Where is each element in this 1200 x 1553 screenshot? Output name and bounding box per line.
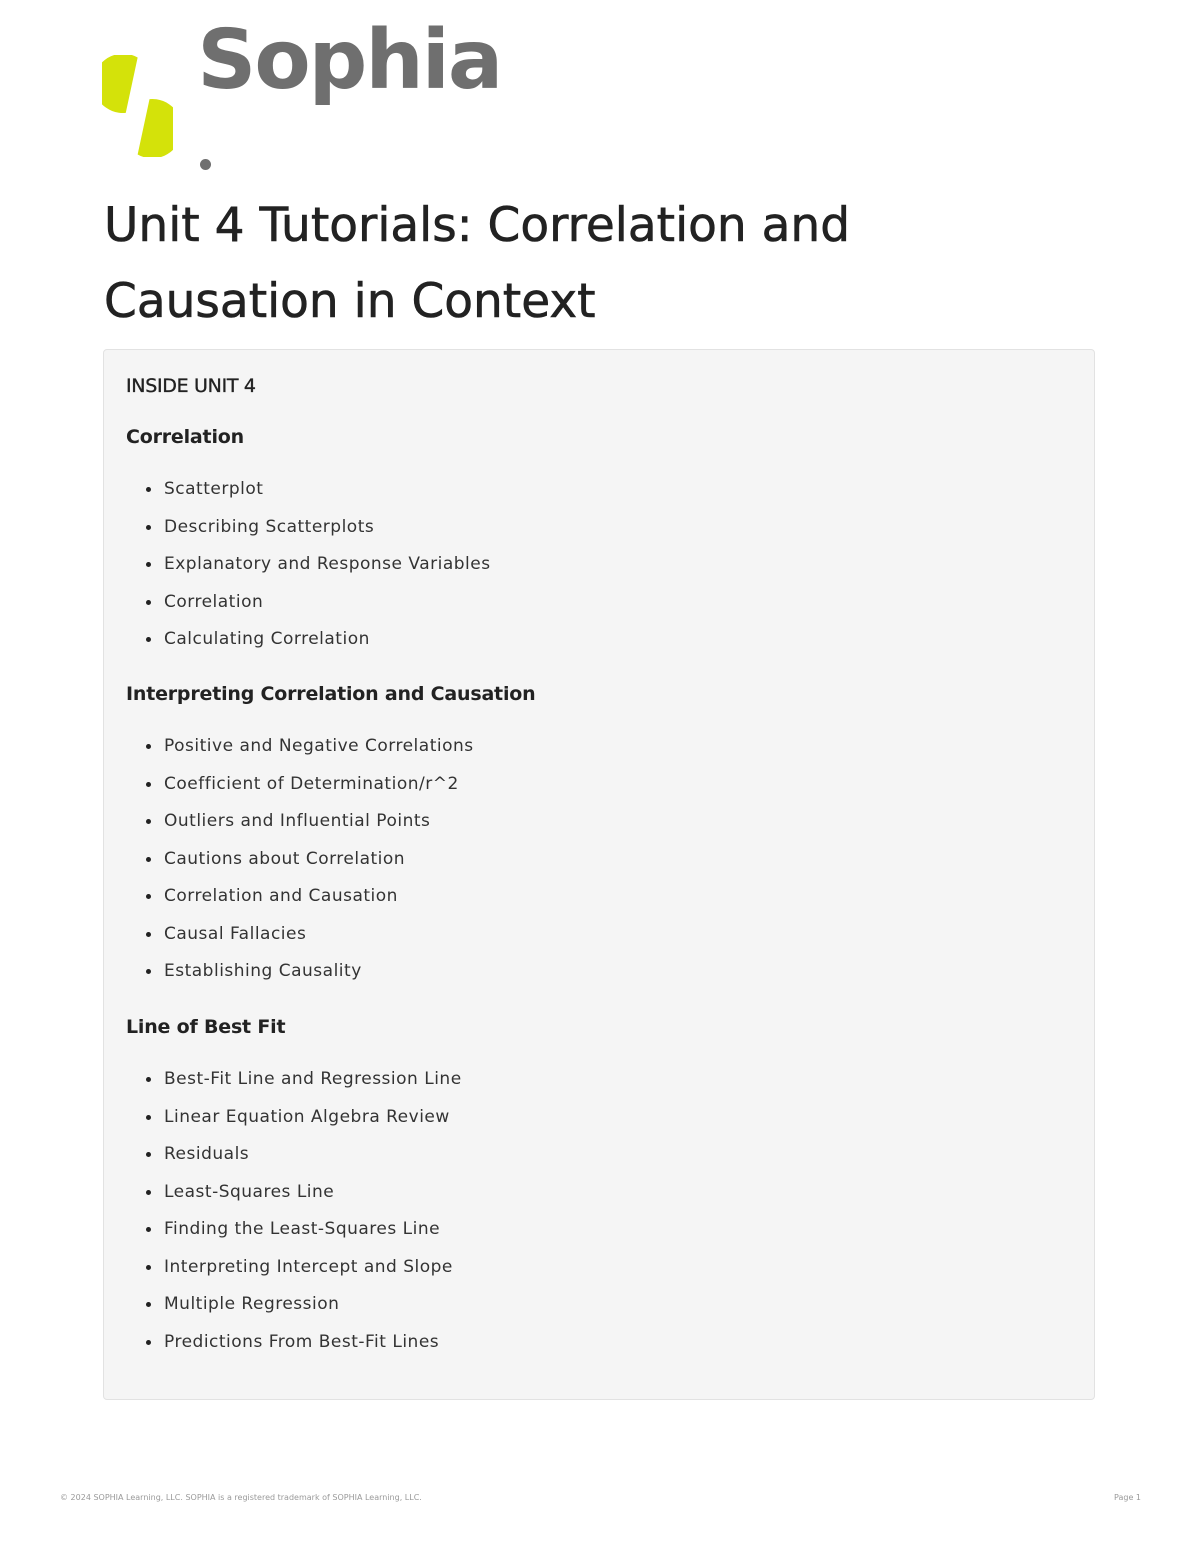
sophia-logo (102, 13, 512, 158)
topic-item: Multiple Regression (164, 1293, 462, 1331)
logo-wordmark: Sophia (197, 20, 512, 184)
sophia-logo-mark-icon (102, 55, 173, 157)
topic-item: Residuals (164, 1143, 462, 1181)
topic-item: Scatterplot (164, 478, 491, 516)
topic-item: Calculating Correlation (164, 628, 491, 666)
topic-list-interpreting (164, 735, 474, 998)
section-title-correlation: Correlation (126, 426, 244, 448)
topic-item: Best-Fit Line and Regression Line (164, 1068, 462, 1106)
topic-item: Correlation (164, 591, 491, 629)
topic-item: Describing Scatterplots (164, 516, 491, 554)
topic-item: Linear Equation Algebra Review (164, 1106, 462, 1144)
section-title-interpreting: Interpreting Correlation and Causation (126, 683, 536, 705)
topic-list-correlation (164, 478, 491, 666)
footer-page-number: Page 1 (1114, 1493, 1141, 1502)
section-title-line-of-best-fit: Line of Best Fit (126, 1016, 286, 1038)
unit-contents-panel (103, 349, 1095, 1400)
topic-item: Causal Fallacies (164, 923, 474, 961)
topic-item: Establishing Causality (164, 960, 474, 998)
topic-item: Positive and Negative Correlations (164, 735, 474, 773)
topic-item: Interpreting Intercept and Slope (164, 1256, 462, 1294)
topic-item: Correlation and Causation (164, 885, 474, 923)
topic-item: Coefficient of Determination/r^2 (164, 773, 474, 811)
topic-item: Outliers and Influential Points (164, 810, 474, 848)
topic-item: Least-Squares Line (164, 1181, 462, 1219)
topic-list-line-of-best-fit (164, 1068, 462, 1368)
page-title: Unit 4 Tutorials: Correlation and Causation in Context (104, 198, 851, 329)
topic-item: Predictions From Best-Fit Lines (164, 1331, 462, 1369)
topic-item: Finding the Least-Squares Line (164, 1218, 462, 1256)
panel-heading: INSIDE UNIT 4 (126, 375, 256, 397)
topic-item: Explanatory and Response Variables (164, 553, 491, 591)
topic-item: Cautions about Correlation (164, 848, 474, 886)
footer-copyright: © 2024 SOPHIA Learning, LLC. SOPHIA is a registered trademark of SOPHIA Learning, LLC. (60, 1493, 422, 1502)
